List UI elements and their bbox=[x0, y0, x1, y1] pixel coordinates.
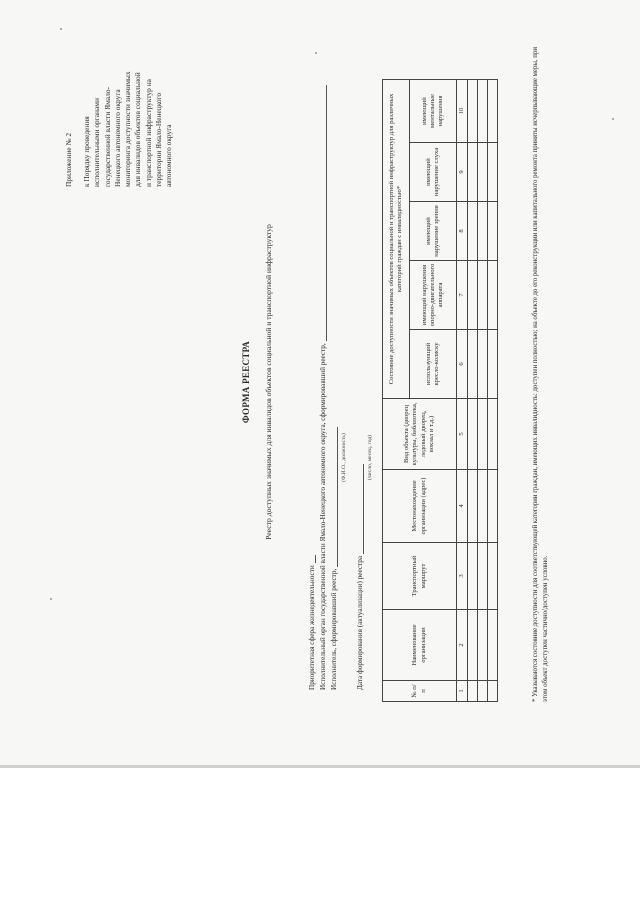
scan-speck bbox=[612, 118, 614, 120]
table-cell[interactable] bbox=[488, 143, 498, 202]
table-header-row bbox=[383, 80, 410, 702]
header-route: Транспортный маршрут bbox=[383, 543, 457, 610]
table-cell[interactable] bbox=[488, 543, 498, 610]
table-cell[interactable] bbox=[488, 681, 498, 702]
table-cell[interactable] bbox=[478, 330, 488, 399]
header-status-group: Состояние доступности значимых объектов социальной и транспортной инфраструктур для различных категорий граждан с инвалидностью* bbox=[383, 80, 410, 399]
table-cell[interactable] bbox=[488, 610, 498, 681]
header-mental: имеющий ментальные нарушения bbox=[410, 80, 457, 143]
form-subtitle: Реестр доступных значимых для инвалидов объектов социальной и транспортной инфраструктур bbox=[264, 224, 273, 540]
header-musculoskeletal: имеющий нарушения опорно-двигательного аппарата bbox=[410, 261, 457, 330]
table-cell[interactable] bbox=[488, 80, 498, 143]
date-line[interactable] bbox=[363, 464, 364, 554]
executor-field[interactable] bbox=[330, 427, 338, 690]
table-cell[interactable] bbox=[488, 470, 498, 543]
table-cell[interactable] bbox=[468, 681, 478, 702]
header-wheelchair: использующий кресло-коляску bbox=[410, 330, 457, 399]
table-cell[interactable] bbox=[478, 470, 488, 543]
appendix-line: мониторинга доступности значимых bbox=[123, 71, 133, 187]
table-row[interactable] bbox=[478, 80, 488, 702]
table-cell[interactable] bbox=[478, 261, 488, 330]
col-number: 10 bbox=[457, 80, 468, 143]
footnote-mark: * bbox=[532, 698, 539, 702]
table-row[interactable] bbox=[468, 80, 478, 702]
appendix-line: и транспортной инфраструктур на bbox=[143, 79, 153, 187]
table-cell[interactable] bbox=[488, 330, 498, 399]
appendix-line: территории Ямало-Ненецкого bbox=[153, 92, 163, 187]
col-number: 7 bbox=[457, 261, 468, 330]
header-vision: имеющий нарушение зрения bbox=[410, 202, 457, 261]
executor-line[interactable] bbox=[337, 427, 338, 567]
appendix-line: Ненецкого автономного округа bbox=[112, 89, 122, 187]
footnote bbox=[531, 42, 550, 702]
col-number: 1 bbox=[457, 681, 468, 702]
form-title: ФОРМА РЕЕСТРА bbox=[241, 340, 251, 424]
table-cell[interactable] bbox=[468, 470, 478, 543]
header-num: № п/п bbox=[383, 681, 457, 702]
header-org-name: Наименование организации bbox=[383, 610, 457, 681]
appendix-line: для инвалидов объектов социальной bbox=[133, 72, 143, 187]
executor-label: Исполнитель, сформировавший реестр, bbox=[330, 568, 338, 690]
table-cell[interactable] bbox=[478, 543, 488, 610]
table-cell[interactable] bbox=[468, 143, 478, 202]
date-label: Дата формирования (актуализации) реестра bbox=[356, 555, 364, 690]
appendix-line: государственной власти Ямало- bbox=[102, 87, 112, 187]
table-cell[interactable] bbox=[468, 399, 478, 470]
table-cell[interactable] bbox=[488, 261, 498, 330]
col-number: 5 bbox=[457, 399, 468, 470]
table-cell[interactable] bbox=[488, 399, 498, 470]
table-cell[interactable] bbox=[468, 261, 478, 330]
appendix-number: Приложение № 2 bbox=[64, 132, 73, 187]
date-hint: (число, месяц, год) bbox=[367, 434, 373, 480]
table-cell[interactable] bbox=[468, 202, 478, 261]
table-row[interactable] bbox=[488, 80, 498, 702]
registry-table bbox=[382, 79, 498, 702]
date-field[interactable] bbox=[356, 464, 364, 690]
sphere-line[interactable] bbox=[315, 555, 316, 563]
table-cell[interactable] bbox=[488, 202, 498, 261]
table-column-numbers bbox=[457, 80, 468, 702]
col-number: 3 bbox=[457, 543, 468, 610]
table-cell[interactable] bbox=[478, 610, 488, 681]
table-cell[interactable] bbox=[478, 143, 488, 202]
rotated-document bbox=[46, 12, 566, 752]
sphere-field[interactable] bbox=[308, 555, 316, 690]
table-cell[interactable] bbox=[478, 399, 488, 470]
table-cell[interactable] bbox=[468, 80, 478, 143]
executive-body-line[interactable] bbox=[326, 86, 327, 342]
col-number: 4 bbox=[457, 470, 468, 543]
sphere-label: Приоритетная сфера жизнедеятельности bbox=[308, 565, 316, 690]
table-cell[interactable] bbox=[478, 80, 488, 143]
table-cell[interactable] bbox=[468, 543, 478, 610]
appendix-line: к Порядку проведения bbox=[82, 116, 92, 187]
col-number: 8 bbox=[457, 202, 468, 261]
table-cell[interactable] bbox=[478, 202, 488, 261]
table-cell[interactable] bbox=[468, 610, 478, 681]
header-location: Местонахождение организации (адрес) bbox=[383, 470, 457, 543]
header-object-type: Вид объекта (дворец культуры, библиотека, ледовый дворец, вокзал и т.д.) bbox=[383, 399, 457, 470]
col-number: 2 bbox=[457, 610, 468, 681]
col-number: 9 bbox=[457, 143, 468, 202]
table-cell[interactable] bbox=[478, 681, 488, 702]
appendix-line: исполнительными органами bbox=[92, 98, 102, 187]
header-hearing: имеющий нарушение слуха bbox=[410, 143, 457, 202]
executive-body-field[interactable] bbox=[319, 86, 327, 691]
col-number: 6 bbox=[457, 330, 468, 399]
footnote-text: Указываются состояние доступности для соответствующей категории граждан, имеющих инвалидность: доступен полностью; на объекте до его реконструкции или капитального ремонта приняты исчерпывающие меры, при этом объект доступен частично/доступен условно. bbox=[532, 47, 549, 702]
appendix-block bbox=[64, 37, 174, 187]
executive-body-label: Исполнительный орган государственной власти Ямало-Ненецкого автономного округа, сформировавший реестр, bbox=[319, 343, 327, 690]
executor-hint: (Ф.И.О., должность) bbox=[341, 433, 347, 482]
table-cell[interactable] bbox=[468, 330, 478, 399]
scan-bottom-edge bbox=[0, 765, 640, 768]
appendix-line: автономного округа bbox=[163, 124, 173, 187]
